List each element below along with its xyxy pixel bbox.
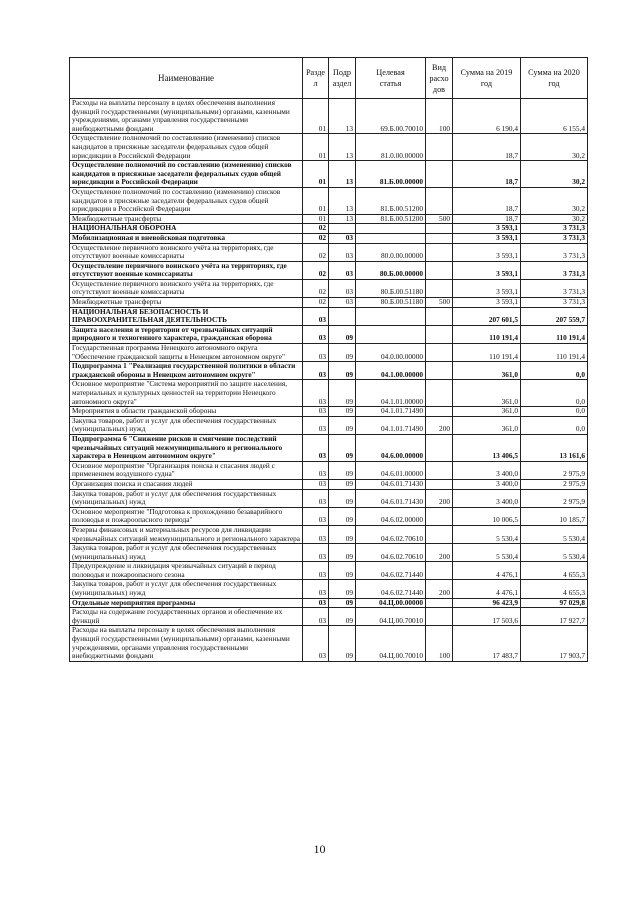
row-vid [426,243,453,261]
row-name: Организация поиска и спасания людей [70,479,303,489]
row-podrazdel: 09 [329,407,356,417]
row-target: 04.6.02.71440 [356,580,426,598]
row-sum-2020: 0,0 [521,416,588,434]
row-sum-2019: 17 483,7 [453,626,521,661]
row-sum-2020: 30,2 [521,187,588,214]
row-vid: 500 [426,298,453,308]
row-target: 04.6.01.71430 [356,489,426,507]
row-target: 04.Ц.00.70010 [356,608,426,626]
row-podrazdel [329,224,356,234]
row-vid: 100 [426,626,453,661]
row-sum-2020: 97 029,8 [521,598,588,608]
row-vid [426,598,453,608]
row-target: 81.Б.00.51200 [356,187,426,214]
table-row [70,479,588,489]
page-number: 10 [313,842,326,856]
table-row [70,507,588,525]
row-sum-2019: 6 190,4 [453,99,521,134]
row-name: Закупка товаров, работ и услуг для обеспечения государственных (муниципальных) нужд [70,580,303,598]
row-vid: 200 [426,489,453,507]
row-sum-2019: 3 400,0 [453,479,521,489]
row-razdel: 03 [303,461,329,479]
header-podrazdel: Подр аздел [329,58,356,99]
table-header-row [70,58,588,99]
table-row [70,161,588,188]
row-sum-2020: 13 161,6 [521,434,588,461]
table-row [70,544,588,562]
row-razdel: 03 [303,362,329,380]
table-row [70,279,588,297]
row-sum-2019: 13 406,5 [453,434,521,461]
row-podrazdel: 09 [329,525,356,543]
row-sum-2019: 361,0 [453,407,521,417]
row-sum-2019: 4 476,1 [453,562,521,580]
row-target: 81.Б.00.00000 [356,161,426,188]
row-sum-2019: 3 400,0 [453,461,521,479]
row-vid [426,461,453,479]
row-target: 04.6.01.00000 [356,461,426,479]
table-row [70,525,588,543]
row-podrazdel: 09 [329,580,356,598]
row-sum-2020: 17 903,7 [521,626,588,661]
table-row [70,298,588,308]
row-vid [426,187,453,214]
row-vid [426,380,453,407]
row-podrazdel: 13 [329,187,356,214]
row-sum-2020: 5 530,4 [521,544,588,562]
row-target: 04.Ц.00.00000 [356,598,426,608]
row-sum-2020: 3 731,3 [521,233,588,243]
row-sum-2020: 3 731,3 [521,261,588,279]
row-vid [426,479,453,489]
row-podrazdel: 13 [329,161,356,188]
row-name: Осуществление полномочий по составлению (изменению) списков кандидатов в присяжные заседатели федеральных судов общей юрисдикции в Российской Федерации [70,187,303,214]
row-sum-2019: 18,7 [453,214,521,224]
row-sum-2020: 2 975,9 [521,479,588,489]
table-row [70,608,588,626]
row-sum-2019: 361,0 [453,362,521,380]
table-row [70,380,588,407]
row-sum-2020: 3 731,3 [521,298,588,308]
row-razdel: 01 [303,214,329,224]
row-vid: 200 [426,544,453,562]
row-vid [426,261,453,279]
row-sum-2019: 10 006,5 [453,507,521,525]
row-razdel: 01 [303,134,329,161]
row-razdel: 02 [303,261,329,279]
row-vid [426,279,453,297]
row-razdel: 03 [303,489,329,507]
row-sum-2020: 17 927,7 [521,608,588,626]
header-vid: Вид расхо дов [426,58,453,99]
row-sum-2019: 5 530,4 [453,544,521,562]
table-row [70,416,588,434]
row-podrazdel: 09 [329,325,356,343]
row-target: 04.1.01.00000 [356,380,426,407]
row-name: Мобилизационная и вневойсковая подготовка [70,233,303,243]
row-razdel: 03 [303,380,329,407]
row-sum-2019: 110 191,4 [453,344,521,362]
row-sum-2020: 4 655,3 [521,562,588,580]
row-sum-2020: 5 530,4 [521,525,588,543]
row-podrazdel: 09 [329,461,356,479]
row-target: 04.Ц.00.70010 [356,626,426,661]
row-sum-2019: 3 593,1 [453,224,521,234]
row-sum-2020: 3 731,3 [521,279,588,297]
row-target: 04.6.01.71430 [356,479,426,489]
row-vid [426,434,453,461]
table-row [70,261,588,279]
row-target: 04.1.01.71490 [356,416,426,434]
row-podrazdel: 09 [329,626,356,661]
row-razdel: 03 [303,307,329,325]
table-row [70,562,588,580]
row-target: 80.0.00.00000 [356,243,426,261]
row-vid: 200 [426,580,453,598]
row-sum-2019: 5 530,4 [453,525,521,543]
budget-table [69,57,588,662]
row-name: Подпрограмма 6 "Снижение рисков и смягчение последствий чрезвычайных ситуаций межмуниципального и регионального характера в Ненецком автономном округе" [70,434,303,461]
table-row [70,434,588,461]
row-sum-2020: 3 731,3 [521,224,588,234]
row-razdel: 03 [303,407,329,417]
row-name: Отдельные мероприятия программы [70,598,303,608]
table-row [70,580,588,598]
row-target: 04.6.02.70610 [356,544,426,562]
row-sum-2020: 2 975,9 [521,489,588,507]
row-name: Осуществление полномочий по составлению (изменению) списков кандидатов в присяжные заседатели федеральных судов общей юрисдикции в Российской Федерации [70,161,303,188]
row-vid [426,407,453,417]
row-razdel: 02 [303,243,329,261]
table-row [70,362,588,380]
row-vid [426,608,453,626]
header-sum-2020: Сумма на 2020 год [521,58,588,99]
row-sum-2019: 3 593,1 [453,261,521,279]
row-podrazdel: 13 [329,214,356,224]
row-podrazdel: 13 [329,134,356,161]
row-sum-2019: 3 593,1 [453,279,521,297]
row-name: НАЦИОНАЛЬНАЯ БЕЗОПАСНОСТЬ И ПРАВООХРАНИТЕЛЬНАЯ ДЕЯТЕЛЬНОСТЬ [70,307,303,325]
row-razdel: 03 [303,598,329,608]
row-razdel: 02 [303,279,329,297]
row-name: Защита населения и территории от чрезвычайных ситуаций природного и техногенного характера, гражданская оборона [70,325,303,343]
row-name: Государственная программа Ненецкого автономного округа "Обеспечение гражданской защиты в Ненецком автономном округе" [70,344,303,362]
row-sum-2019: 207 601,5 [453,307,521,325]
row-razdel: 03 [303,608,329,626]
table-row [70,214,588,224]
row-razdel: 01 [303,99,329,134]
table-row [70,224,588,234]
row-sum-2019: 361,0 [453,416,521,434]
row-podrazdel: 09 [329,507,356,525]
row-podrazdel: 09 [329,608,356,626]
row-razdel: 02 [303,233,329,243]
row-razdel: 03 [303,479,329,489]
row-sum-2020: 30,2 [521,214,588,224]
row-sum-2019: 110 191,4 [453,325,521,343]
row-razdel: 03 [303,525,329,543]
row-razdel: 02 [303,224,329,234]
row-sum-2019: 3 593,1 [453,298,521,308]
row-podrazdel: 09 [329,362,356,380]
row-razdel: 02 [303,298,329,308]
row-razdel: 03 [303,562,329,580]
row-podrazdel: 09 [329,544,356,562]
table-row [70,307,588,325]
row-name: Закупка товаров, работ и услуг для обеспечения государственных (муниципальных) нужд [70,544,303,562]
row-vid [426,344,453,362]
row-target: 69.Б.00.70010 [356,99,426,134]
row-sum-2020: 30,2 [521,161,588,188]
row-vid [426,562,453,580]
row-podrazdel: 03 [329,279,356,297]
row-vid [426,507,453,525]
header-razdel: Разде л [303,58,329,99]
row-target: 04.1.00.00000 [356,362,426,380]
row-podrazdel [329,307,356,325]
header-name: Наименование [70,58,303,99]
table-row [70,461,588,479]
row-name: Основное мероприятие "Система мероприятий по защите населения, материальных и культурных ценностей на территории Ненецкого автономного округа" [70,380,303,407]
row-vid [426,362,453,380]
row-vid [426,307,453,325]
row-vid: 500 [426,214,453,224]
row-sum-2019: 3 400,0 [453,489,521,507]
row-podrazdel: 09 [329,562,356,580]
row-target [356,307,426,325]
row-sum-2020: 207 559,7 [521,307,588,325]
row-sum-2019: 17 503,6 [453,608,521,626]
row-vid: 200 [426,416,453,434]
row-sum-2020: 30,2 [521,134,588,161]
row-razdel: 03 [303,416,329,434]
table-row [70,489,588,507]
row-sum-2019: 4 476,1 [453,580,521,598]
row-vid [426,161,453,188]
row-target: 04.6.02.71440 [356,562,426,580]
row-razdel: 03 [303,580,329,598]
row-target: 04.1.01.71490 [356,407,426,417]
row-podrazdel: 03 [329,243,356,261]
header-target: Целевая статья [356,58,426,99]
row-sum-2019: 18,7 [453,134,521,161]
row-sum-2019: 361,0 [453,380,521,407]
row-sum-2020: 110 191,4 [521,325,588,343]
row-podrazdel: 09 [329,434,356,461]
row-name: Межбюджетные трансферты [70,298,303,308]
row-target: 80.Б.00.00000 [356,261,426,279]
table-row [70,243,588,261]
row-sum-2020: 0,0 [521,407,588,417]
row-name: Предупреждение и ликвидация чрезвычайных ситуаций в период половодья и пожароопасного сезона [70,562,303,580]
row-podrazdel: 03 [329,233,356,243]
row-target: 04.0.00.00000 [356,344,426,362]
row-vid [426,134,453,161]
row-podrazdel: 09 [329,489,356,507]
row-vid: 100 [426,99,453,134]
row-sum-2019: 3 593,1 [453,233,521,243]
row-name: Расходы на содержание государственных органов и обеспечение их функций [70,608,303,626]
row-razdel: 01 [303,187,329,214]
row-sum-2020: 0,0 [521,380,588,407]
row-vid [426,224,453,234]
row-name: Закупка товаров, работ и услуг для обеспечения государственных (муниципальных) нужд [70,416,303,434]
row-sum-2020: 10 185,7 [521,507,588,525]
table-row [70,134,588,161]
row-target [356,233,426,243]
row-target [356,224,426,234]
row-name: Закупка товаров, работ и услуг для обеспечения государственных (муниципальных) нужд [70,489,303,507]
row-target: 81.0.00.00000 [356,134,426,161]
row-sum-2020: 4 655,3 [521,580,588,598]
row-target: 04.6.00.00000 [356,434,426,461]
row-razdel: 03 [303,434,329,461]
table-row [70,344,588,362]
row-vid [426,233,453,243]
table-row [70,598,588,608]
row-name: Резервы финансовых и материальных ресурсов для ликвидации чрезвычайных ситуаций межмуниципального и регионального характера [70,525,303,543]
row-sum-2020: 2 975,9 [521,461,588,479]
table-row [70,187,588,214]
table-row [70,407,588,417]
row-sum-2020: 110 191,4 [521,344,588,362]
row-podrazdel: 09 [329,479,356,489]
row-name: Подпрограмма 1 "Реализация государственной политики в области гражданской обороны в Ненецком автономном округе" [70,362,303,380]
row-target: 04.6.02.70610 [356,525,426,543]
row-sum-2019: 18,7 [453,161,521,188]
row-target: 81.Б.00.51200 [356,214,426,224]
row-name: Мероприятия в области гражданской обороны [70,407,303,417]
row-sum-2020: 6 155,4 [521,99,588,134]
row-name: Основное мероприятие "Подготовка к прохождению безаварийного половодья и пожароопасного периода" [70,507,303,525]
table-row [70,233,588,243]
row-razdel: 03 [303,626,329,661]
row-podrazdel: 03 [329,261,356,279]
table-row [70,99,588,134]
row-name: Основное мероприятие "Организация поиска и спасания людей с применением воздушного судна" [70,461,303,479]
row-razdel: 03 [303,507,329,525]
row-name: Расходы на выплаты персоналу в целях обеспечения выполнения функций государственными (муниципальными) органами, казенными учреждениями, органами управления государственными внебюджетными фондами [70,99,303,134]
row-sum-2020: 0,0 [521,362,588,380]
row-target [356,325,426,343]
row-vid [426,325,453,343]
table-row [70,325,588,343]
row-name: Межбюджетные трансферты [70,214,303,224]
row-razdel: 01 [303,161,329,188]
row-podrazdel: 09 [329,416,356,434]
row-name: Осуществление первичного воинского учёта на территориях, где отсутствуют военные комиссариаты [70,261,303,279]
row-podrazdel: 09 [329,380,356,407]
row-sum-2019: 96 423,9 [453,598,521,608]
row-name: Осуществление первичного воинского учёта на территориях, где отсутствуют военные комиссариаты [70,243,303,261]
row-sum-2020: 3 731,3 [521,243,588,261]
row-target: 80.Б.00.51180 [356,298,426,308]
header-sum-2019: Сумма на 2019 год [453,58,521,99]
row-podrazdel: 09 [329,344,356,362]
row-name: Осуществление первичного воинского учёта на территориях, где отсутствуют военные комиссариаты [70,279,303,297]
row-podrazdel: 03 [329,298,356,308]
row-podrazdel: 13 [329,99,356,134]
row-target: 04.6.02.00000 [356,507,426,525]
row-sum-2019: 3 593,1 [453,243,521,261]
table-row [70,626,588,661]
row-razdel: 03 [303,544,329,562]
row-sum-2019: 18,7 [453,187,521,214]
row-target: 80.Б.00.51180 [356,279,426,297]
row-name: Расходы на выплаты персоналу в целях обеспечения выполнения функций государственными (муниципальными) органами, казенными учреждениями, органами управления государственными внебюджетными фондами [70,626,303,661]
row-razdel: 03 [303,325,329,343]
row-name: Осуществление полномочий по составлению (изменению) списков кандидатов в присяжные заседатели федеральных судов общей юрисдикции в Российской Федерации [70,134,303,161]
row-vid [426,525,453,543]
row-name: НАЦИОНАЛЬНАЯ ОБОРОНА [70,224,303,234]
row-podrazdel: 09 [329,598,356,608]
row-razdel: 03 [303,344,329,362]
